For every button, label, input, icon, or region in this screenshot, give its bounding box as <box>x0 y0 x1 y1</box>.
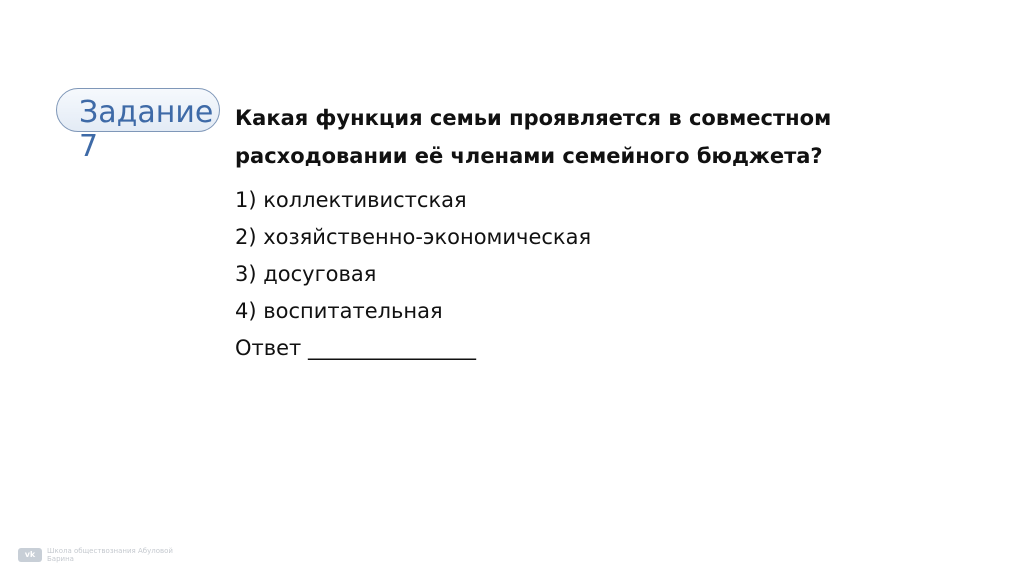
question-text: Какая функция семьи проявляется в совместном расходовании её членами семейного бюджета? <box>235 106 832 168</box>
watermark-text: Школа обществознания Абуловой Барина <box>47 547 173 563</box>
answer-option-2: 2) хозяйственно-экономическая <box>235 225 592 249</box>
answer-option-3: 3) досуговая <box>235 262 377 286</box>
vk-icon: vk <box>18 548 42 562</box>
watermark <box>18 546 187 564</box>
answer-options-list <box>235 182 591 330</box>
answer-line: Ответ ________________ <box>235 336 476 360</box>
answer-option-1: 1) коллективистская <box>235 188 467 212</box>
answer-option-4: 4) воспитательная <box>235 299 443 323</box>
task-number-title: Задание 7 <box>79 95 214 164</box>
